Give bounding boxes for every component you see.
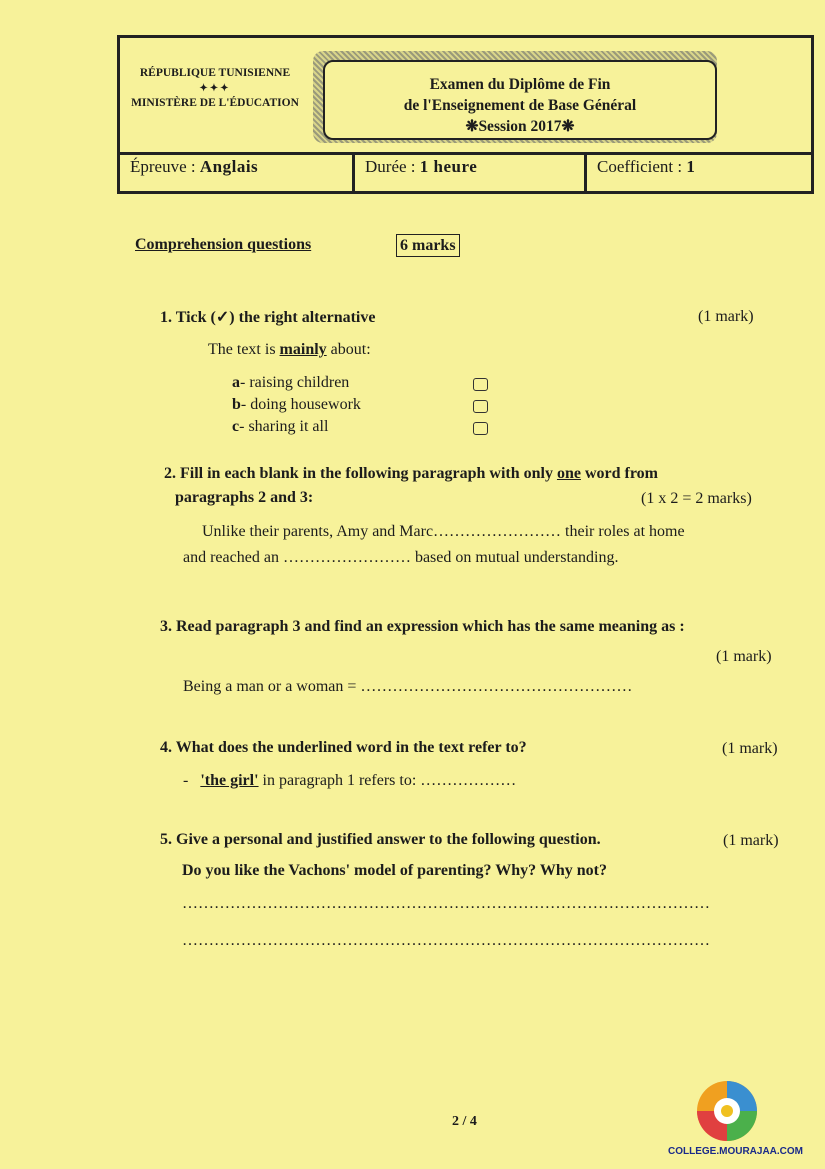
q1-prompt-start: Tick ( — [175, 309, 216, 326]
q2-sentence-2[interactable]: and reached an …………………… based on mutual understanding. — [183, 549, 619, 566]
q1-marks: (1 mark) — [698, 308, 754, 325]
option-b-checkbox[interactable] — [473, 400, 488, 413]
q2-line1-a: 2. Fill in each blank in the following paragraph with only — [164, 465, 557, 482]
q1-stem — [208, 341, 371, 359]
option-c-checkbox[interactable] — [473, 422, 488, 435]
section-marks-box: 6 marks — [396, 234, 460, 257]
page-number: 2 / 4 — [452, 1114, 477, 1129]
exam-title-box — [323, 60, 717, 140]
q5-prompt: 5. Give a personal and justified answer to the following question. — [160, 831, 601, 848]
option-a-letter: a — [232, 374, 240, 391]
duration-value: 1 heure — [419, 157, 478, 176]
q1-stem-c: about: — [326, 341, 371, 358]
q3-marks: (1 mark) — [716, 648, 772, 665]
site-url[interactable]: COLLEGE.MOURAJAA.COM — [668, 1146, 803, 1157]
q2-prompt-line2: paragraphs 2 and 3: — [175, 489, 314, 506]
logo-wheel-icon — [685, 1065, 773, 1145]
q5-question: Do you like the Vachons' model of parenting? Why? Why not? — [182, 862, 607, 879]
subject-cell — [120, 152, 355, 191]
q4-reference-word: 'the girl' — [200, 772, 259, 789]
header-top-row — [120, 38, 811, 155]
republic-label: RÉPUBLIQUE TUNISIENNE — [139, 67, 291, 79]
q1-prompt — [160, 307, 375, 327]
q2-line1-c: word from — [580, 465, 658, 482]
option-b-text: - doing housework — [240, 396, 361, 413]
q1-prompt-end: ) the right alternative — [229, 309, 376, 326]
stars-decoration: ✦✦✦ — [199, 83, 231, 94]
ministry-label: MINISTÈRE DE L'ÉDUCATION — [131, 97, 299, 109]
duration-label: Durée : — [365, 157, 420, 176]
q2-prompt-line1 — [164, 465, 804, 483]
q1-stem-emphasis: mainly — [279, 341, 327, 358]
tick-icon: ✓ — [215, 309, 230, 326]
option-c-letter: c — [232, 418, 240, 435]
option-a-checkbox[interactable] — [473, 378, 488, 391]
q3-prompt: 3. Read paragraph 3 and find an expression which has the same meaning as : — [160, 618, 685, 635]
option-c — [232, 418, 328, 436]
q1-stem-a: The text is — [208, 341, 280, 358]
exam-header — [117, 35, 814, 194]
q5-answer-line-1[interactable]: ……………………………………………………………………………………… — [182, 895, 710, 912]
exam-title-line1: Examen du Diplôme de Fin — [429, 76, 611, 93]
q4-reference-rest: in paragraph 1 refers to: ……………… — [258, 772, 517, 789]
subject-label: Épreuve : — [130, 157, 200, 176]
option-a-text: - raising children — [240, 374, 350, 391]
option-b-letter: b — [232, 396, 241, 413]
option-a — [232, 374, 349, 392]
ministry-block — [130, 66, 300, 111]
header-info-row — [120, 152, 811, 191]
coefficient-cell — [587, 152, 811, 191]
q2-sentence-1[interactable]: Unlike their parents, Amy and Marc…………………… their roles at home — [202, 523, 685, 540]
site-logo — [685, 1065, 773, 1145]
duration-cell — [355, 152, 587, 191]
q4-dash: - — [183, 772, 189, 789]
option-b — [232, 396, 361, 414]
exam-title-line2: de l'Enseignement de Base Général — [403, 97, 637, 114]
q4-prompt: 4. What does the underlined word in the text refer to? — [160, 739, 527, 756]
exam-session: ❋Session 2017❋ — [465, 118, 575, 135]
q4-answer-line[interactable] — [183, 772, 516, 790]
section-title: Comprehension questions — [135, 236, 312, 253]
q5-answer-line-2[interactable]: ……………………………………………………………………………………… — [182, 932, 710, 949]
q3-answer-line[interactable]: Being a man or a woman = …………………………………………… — [183, 678, 633, 695]
q4-marks: (1 mark) — [722, 740, 778, 757]
q2-marks: (1 x 2 = 2 marks) — [641, 490, 752, 507]
coefficient-label: Coefficient : — [597, 157, 687, 176]
subject-value: Anglais — [199, 157, 259, 176]
option-c-text: - sharing it all — [239, 418, 329, 435]
coefficient-value: 1 — [686, 157, 696, 176]
q5-marks: (1 mark) — [723, 832, 779, 849]
q2-line1-emphasis: one — [556, 465, 581, 482]
q1-number: 1. — [160, 309, 172, 326]
